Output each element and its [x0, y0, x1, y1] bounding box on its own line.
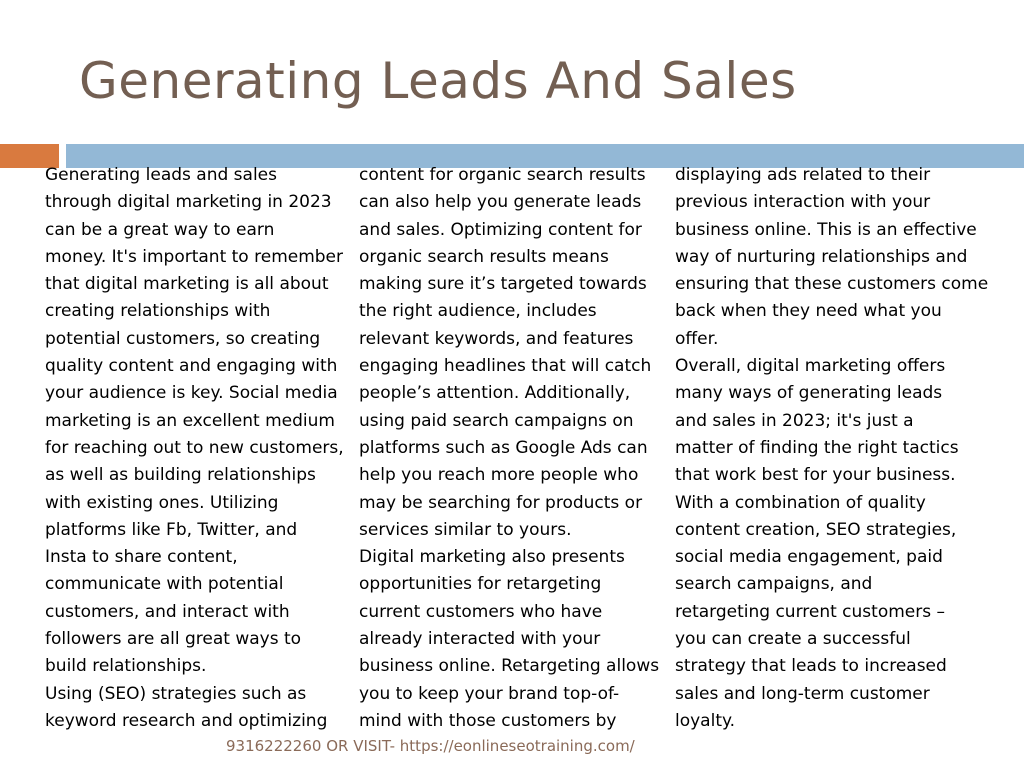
slide-title: Generating Leads And Sales [79, 52, 797, 110]
body-column-3: displaying ads related to their previous interaction with your business online. This is an effective way of nurturing relationships and ensuring that these customers come back when they need what you offer. Overall, digital marketing offers many ways of generating leads and sales in 2023; it's just a matter of finding the right tactics that work best for your business. With a combination of quality content creation, SEO strategies, social media engagement, paid search campaigns, and retargeting current customers – you can create a successful strategy that leads to increased sales and long-term customer loyalty. [675, 165, 989, 731]
body-column-1: Generating leads and sales through digital marketing in 2023 can be a great way to earn money. It's important to remember that digital marketing is all about creating relationships with potential customers, so creating quality content and engaging with your audience is key. Social media marketing is an excellent medium for reaching out to new customers, as well as building relationships with existing ones. Utilizing platforms like Fb, Twitter, and Insta to share content, communicate with potential customers, and interact with followers are all great ways to build relationships. Using (SEO) strategies such as keyword research and optimizing [45, 165, 344, 731]
body-column-2: content for organic search results can also help you generate leads and sales. Optimizing content for organic search results means making sure it’s targeted towards the right audience, includes relevant keywords, and features engaging headlines that will catch people’s attention. Additionally, using paid search campaigns on platforms such as Google Ads can help you reach more people who may be searching for products or services similar to yours. Digital marketing also presents opportunities for retargeting current customers who have already interacted with your business online. Retargeting allows you to keep your brand top-of- mind with those customers by [359, 165, 660, 731]
footer-contact: 9316222260 OR VISIT- https://eonlineseotraining.com/ [226, 737, 635, 755]
